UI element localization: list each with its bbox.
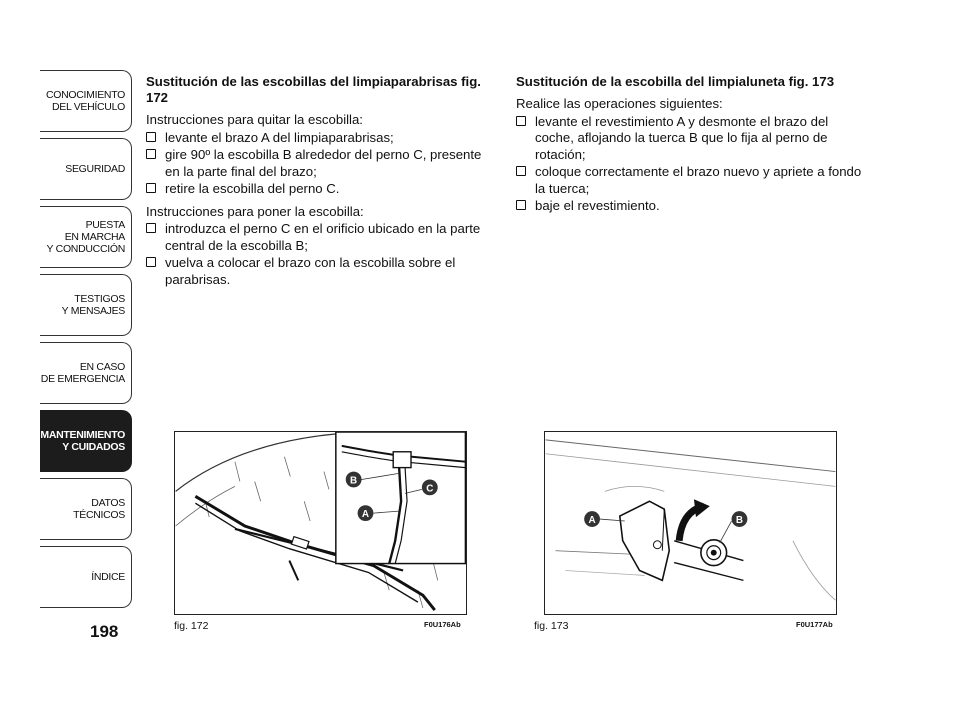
list-item bbox=[146, 147, 494, 180]
tab-mantenimiento-y-cuidados[interactable] bbox=[40, 410, 132, 472]
figure-172-illustration bbox=[174, 431, 467, 615]
tab-en-caso-de-emergencia[interactable] bbox=[40, 342, 132, 404]
label-b: B bbox=[350, 475, 358, 487]
windshield-wiper-drawing bbox=[175, 432, 466, 614]
remove-steps-list bbox=[146, 130, 494, 198]
list-item-text: coloque correctamente el brazo nuevo y apriete a fondo la tuerca; bbox=[535, 164, 862, 196]
list-item-text: introduzca el perno C en el orificio ubicado en la parte central de la escobilla B; bbox=[165, 221, 481, 253]
rear-wiper-drawing bbox=[545, 432, 836, 614]
checkbox-bullet-icon bbox=[146, 223, 156, 233]
list-item bbox=[146, 255, 494, 288]
list-item bbox=[516, 164, 864, 197]
checkbox-bullet-icon bbox=[146, 149, 156, 159]
tab-label: PUESTA EN MARCHA Y CONDUCCIÓN bbox=[46, 219, 125, 255]
tab-label: ÍNDICE bbox=[91, 571, 125, 583]
label-b: B bbox=[735, 515, 744, 526]
left-column bbox=[146, 74, 494, 294]
list-item-text: vuelva a colocar el brazo con la escobilla sobre el parabrisas. bbox=[165, 255, 456, 287]
figure-173-code: F0U177Ab bbox=[796, 620, 833, 629]
list-item bbox=[146, 221, 494, 254]
right-column bbox=[516, 74, 864, 221]
checkbox-bullet-icon bbox=[516, 200, 526, 210]
tab-label: DATOS TÉCNICOS bbox=[73, 497, 125, 521]
figure-173-illustration bbox=[544, 431, 837, 615]
tab-seguridad[interactable] bbox=[40, 138, 132, 200]
checkbox-bullet-icon bbox=[516, 166, 526, 176]
page-number: 198 bbox=[90, 622, 119, 641]
label-a: A bbox=[588, 515, 596, 526]
intro-operations: Realice las operaciones siguientes: bbox=[516, 96, 723, 111]
tab-label: MANTENIMIENTO Y CUIDADOS bbox=[40, 429, 125, 453]
label-c: C bbox=[426, 483, 434, 495]
tab-indice[interactable] bbox=[40, 546, 132, 608]
list-item-text: retire la escobilla del perno C. bbox=[165, 181, 340, 196]
figure-172-code: F0U176Ab bbox=[424, 620, 461, 629]
tab-testigos-y-mensajes[interactable] bbox=[40, 274, 132, 336]
list-item-text: gire 90º la escobilla B alrededor del perno C, presente en la parte final del brazo; bbox=[165, 147, 482, 179]
list-item-text: levante el brazo A del limpiaparabrisas; bbox=[165, 129, 394, 145]
list-item bbox=[146, 130, 494, 147]
list-item-text: baje el revestimiento. bbox=[535, 198, 660, 213]
tab-label: EN CASO DE EMERGENCIA bbox=[40, 361, 125, 385]
list-item-text: levante el revestimiento A y desmonte el brazo del coche, aflojando la tuerca B que lo fija al perno de rotación; bbox=[535, 113, 829, 162]
figure-173-caption: fig. 173 bbox=[534, 620, 569, 632]
checkbox-bullet-icon bbox=[516, 116, 526, 126]
tab-puesta-en-marcha[interactable] bbox=[40, 206, 132, 268]
intro-install: Instrucciones para poner la escobilla: bbox=[146, 203, 364, 219]
intro-remove: Instrucciones para quitar la escobilla: bbox=[146, 112, 363, 127]
label-a: A bbox=[361, 509, 370, 521]
figure-172-caption: fig. 172 bbox=[174, 620, 209, 632]
checkbox-bullet-icon bbox=[146, 132, 156, 142]
tab-conocimiento-del-vehiculo[interactable] bbox=[40, 70, 132, 132]
section-sidebar bbox=[40, 70, 132, 614]
tab-label: SEGURIDAD bbox=[65, 163, 125, 175]
install-steps-list bbox=[146, 221, 494, 288]
rear-steps-list bbox=[516, 114, 864, 215]
section-title-right: Sustitución de la escobilla del limpialuneta fig. 173 bbox=[516, 74, 835, 89]
list-item bbox=[516, 114, 864, 164]
tab-datos-tecnicos[interactable] bbox=[40, 478, 132, 540]
section-title-left: Sustitución de las escobillas del limpiaparabrisas fig. 172 bbox=[146, 74, 481, 105]
checkbox-bullet-icon bbox=[146, 183, 156, 193]
tab-label: CONOCIMIENTO DEL VEHÍCULO bbox=[45, 89, 125, 113]
list-item bbox=[146, 181, 494, 198]
tab-label: TESTIGOS Y MENSAJES bbox=[61, 293, 125, 317]
list-item bbox=[516, 198, 864, 215]
checkbox-bullet-icon bbox=[146, 257, 156, 267]
